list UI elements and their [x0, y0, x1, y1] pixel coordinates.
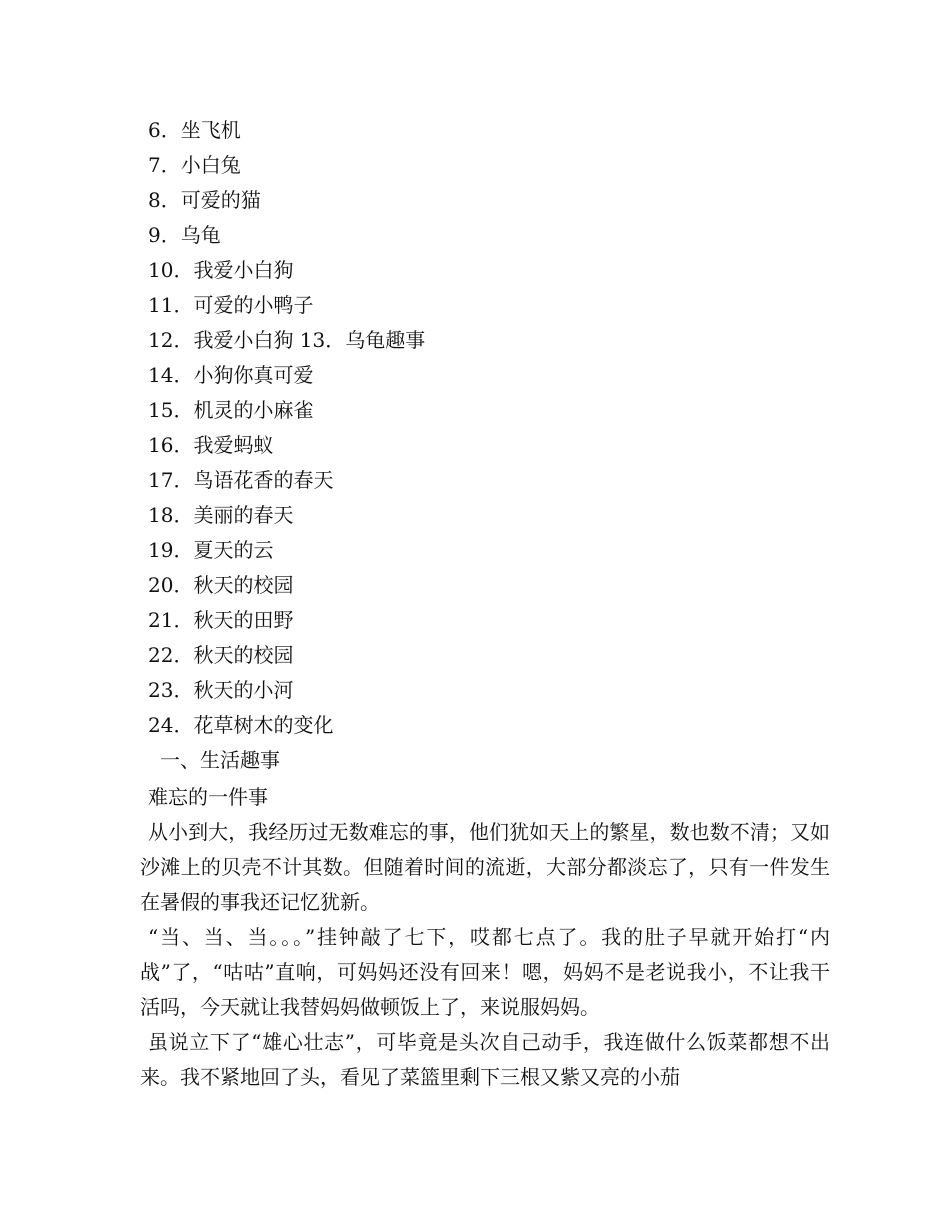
list-item: 11．可爱的小鸭子 [148, 293, 314, 317]
list-item: 10．我爱小白狗 [148, 258, 294, 282]
list-item: 14．小狗你真可爱 [148, 363, 314, 387]
list-item: 9．乌龟 [148, 223, 221, 247]
essay-title: 难忘的一件事 [148, 785, 268, 809]
paragraph: 从小到大，我经历过无数难忘的事，他们犹如天上的繁星，数也数不清；又如沙滩上的贝壳不计其数。但随着时间的流逝，大部分都淡忘了，只有一件发生在暑假的事我还记忆犹新。 [140, 820, 830, 914]
list-item: 8．可爱的猫 [148, 188, 261, 212]
section-heading: 一、生活趣事 [160, 748, 280, 772]
paragraph: “当、当、当。。。”挂钟敲了七下，哎都七点了。我的肚子早就开始打“内战”了，“咕咕”直响，可妈妈还没有回来！嗯，妈妈不是老说我小，不让我干活吗，今天就让我替妈妈做顿饭上了，来说服妈妈。 [140, 925, 830, 1019]
list-item: 18．美丽的春天 [148, 503, 294, 527]
list-item: 7．小白兔 [148, 153, 241, 177]
essay-topic-list [140, 113, 840, 743]
list-item: 24．花草树木的变化 [148, 713, 334, 737]
list-item: 21．秋天的田野 [148, 608, 294, 632]
list-item: 22．秋天的校园 [148, 643, 294, 667]
list-item: 23．秋天的小河 [148, 678, 294, 702]
list-item: 17．鸟语花香的春天 [148, 468, 334, 492]
list-item: 19．夏天的云 [148, 538, 274, 562]
list-item: 15．机灵的小麻雀 [148, 398, 314, 422]
essay-body [140, 815, 830, 1095]
list-item: 12．我爱小白狗 13．乌龟趣事 [148, 328, 426, 352]
list-item: 6．坐飞机 [148, 118, 241, 142]
list-item: 16．我爱蚂蚁 [148, 433, 274, 457]
paragraph: 虽说立下了“雄心壮志”，可毕竟是头次自己动手，我连做什么饭菜都想不出来。我不紧地回了头，看见了菜篮里剩下三根又紫又亮的小茄 [140, 1030, 830, 1089]
list-item: 20．秋天的校园 [148, 573, 294, 597]
